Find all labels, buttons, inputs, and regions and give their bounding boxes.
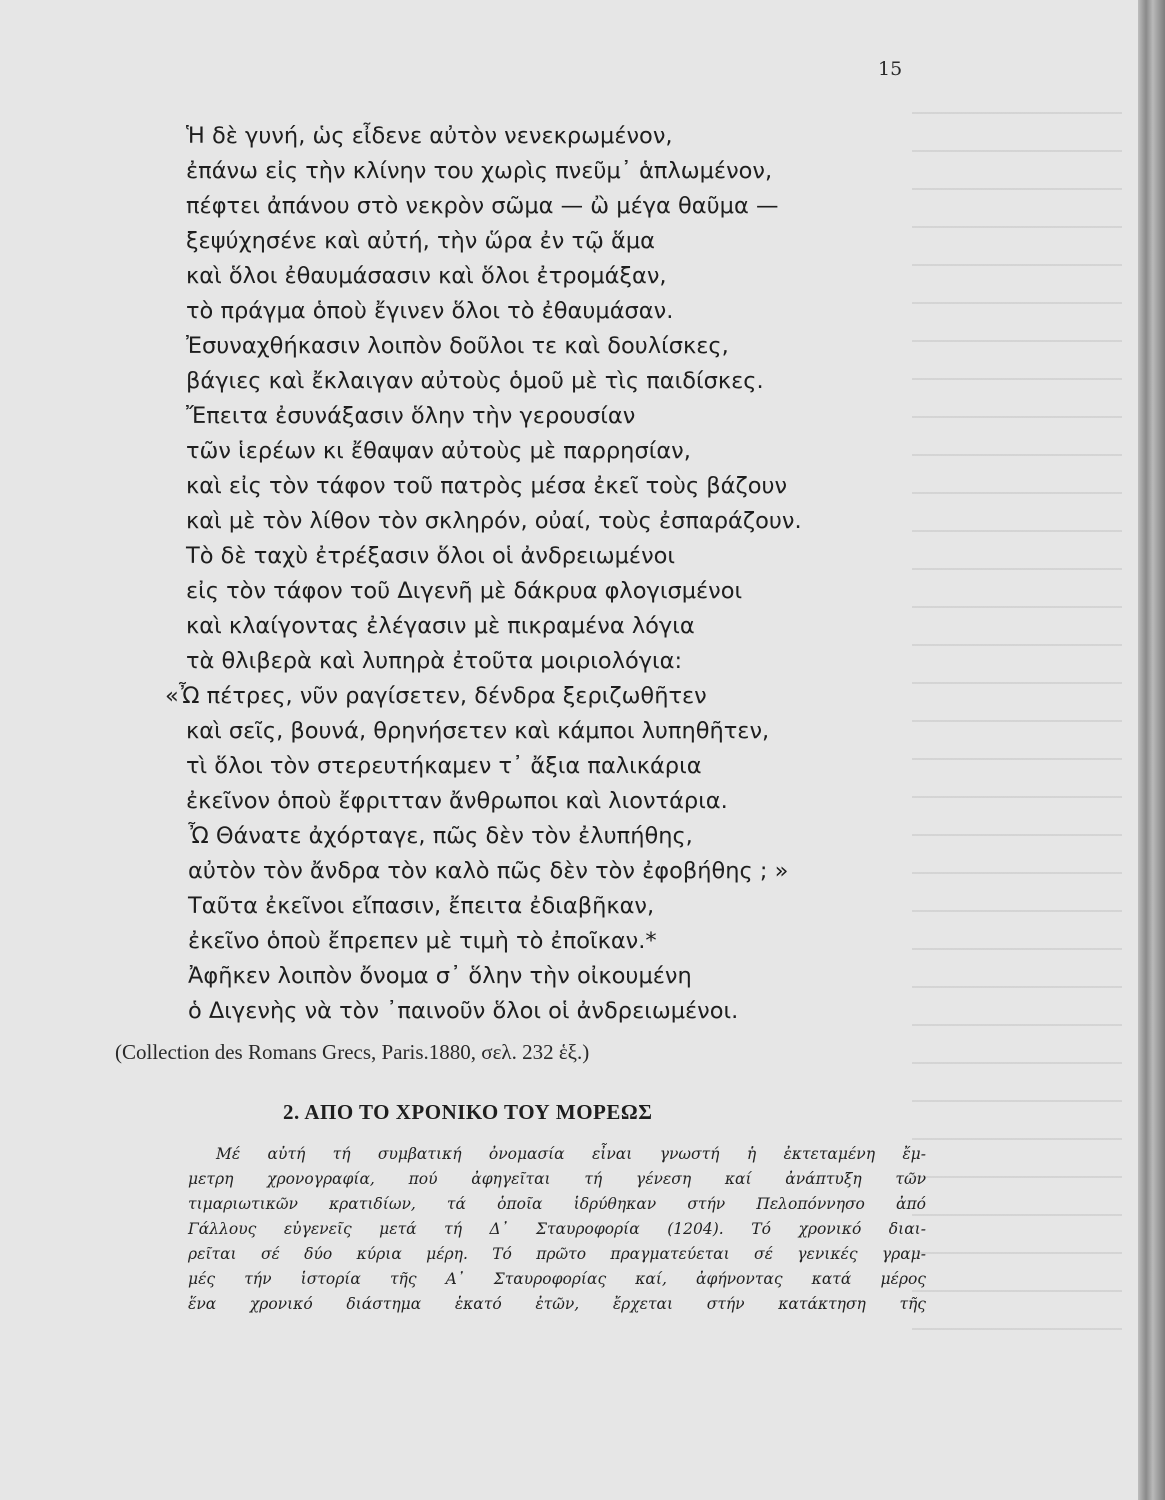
poem-line: τῶν ἱερέων κι ἔθαψαν αὐτοὺς μὲ παρρησίαν,	[186, 438, 691, 464]
poem-line: αὐτὸν τὸν ἄνδρα τὸν καλὸ πῶς δὲν τὸν ἐφοβήθης ; »	[188, 858, 789, 884]
poem-line: Ἐσυναχθήκασιν λοιπὸν δοῦλοι τε καὶ δουλίσκες,	[186, 333, 729, 359]
poem-line: ἐπάνω εἰς τὴν κλίνην του χωρὶς πνεῦμ᾽ ἁπλωμένον,	[186, 158, 773, 184]
prose-line: ρεῖται σέ δύο κύρια μέρη. Τό πρῶτο πραγματεύεται σέ γενικές γραμ-	[188, 1245, 926, 1263]
poem-line: Τὸ δὲ ταχὺ ἐτρέξασιν ὅλοι οἱ ἀνδρειωμένοι	[186, 543, 676, 569]
poem-line: Ἔπειτα ἐσυνάξασιν ὅλην τὴν γερουσίαν	[186, 403, 636, 429]
poem-line: καὶ ὅλοι ἐθαυμάσασιν καὶ ὅλοι ἐτρομάξαν,	[186, 263, 667, 289]
source-citation: (Collection des Romans Grecs, Paris.1880, σελ. 232 ἑξ.)	[115, 1040, 590, 1064]
section-heading: 2. ΑΠΟ ΤΟ ΧΡΟΝΙΚΟ ΤΟΥ ΜΟΡΕΩΣ	[283, 1100, 653, 1124]
page-number: 15	[878, 58, 903, 80]
book-page-edges	[1138, 0, 1165, 1500]
prose-line: ἕνα χρονικό διάστημα ἑκατό ἐτῶν, ἔρχεται στήν κατάκτηση τῆς	[188, 1295, 926, 1313]
poem-line: Ὦ Θάνατε ἀχόρταγε, πῶς δὲν τὸν ἐλυπήθης,	[188, 823, 693, 849]
prose-paragraph	[188, 1142, 926, 1317]
poem-line: «Ὦ πέτρες, νῦν ραγίσετεν, δένδρα ξεριζωθῆτεν	[165, 683, 707, 709]
poem-line: καὶ σεῖς, βουνά, θρηνήσετεν καὶ κάμποι λυπηθῆτεν,	[186, 718, 770, 744]
prose-line: Γάλλους εὐγενεῖς μετά τή Δ᾽ Σταυροφορία (1204). Τό χρονικό διαι-	[188, 1220, 926, 1238]
poem-line: τὶ ὅλοι τὸν στερευτήκαμεν τ᾽ ἄξια παλικάρια	[186, 753, 702, 779]
poem-line: τὰ θλιβερὰ καὶ λυπηρὰ ἐτοῦτα μοιριολόγια:	[186, 648, 683, 674]
poem-line: ὁ Διγενὴς νὰ τὸν ᾽παινοῦν ὅλοι οἱ ἀνδρειωμένοι.	[188, 998, 739, 1024]
prose-line: τιμαριωτικῶν κρατιδίων, τά ὁποῖα ἱδρύθηκαν στήν Πελοπόννησο ἀπό	[188, 1195, 926, 1213]
poem-line: Ἀφῆκεν λοιπὸν ὄνομα σ᾽ ὅλην τὴν οἰκουμένη	[188, 963, 692, 989]
poem-line: ξεψύχησένε καὶ αὐτή, τὴν ὥρα ἐν τῷ ἅμα	[186, 228, 655, 254]
poem-line: ἐκεῖνον ὁποὺ ἔφριτταν ἄνθρωποι καὶ λιοντάρια.	[186, 788, 728, 814]
prose-line: Μέ αὐτή τή συμβατική ὀνομασία εἶναι γνωστή ἡ ἐκτεταμένη ἔμ-	[216, 1145, 926, 1163]
prose-line: μές τήν ἱστορία τῆς Α᾽ Σταυροφορίας καί, ἀφήνοντας κατά μέρος	[188, 1270, 926, 1288]
prose-line: μετρη χρονογραφία, πού ἀφηγεῖται τή γένεση καί ἀνάπτυξη τῶν	[188, 1170, 926, 1188]
poem-line: τὸ πράγμα ὁποὺ ἔγινεν ὅλοι τὸ ἐθαυμάσαν.	[186, 298, 674, 324]
poem-line: καὶ μὲ τὸν λίθον τὸν σκληρόν, οὐαί, τοὺς ἐσπαράζουν.	[186, 508, 802, 534]
poem-line: καὶ κλαίγοντας ἐλέγασιν μὲ πικραμένα λόγια	[186, 613, 695, 639]
poem-line: πέφτει ἀπάνου στὸ νεκρὸν σῶμα — ὢ μέγα θαῦμα —	[186, 193, 779, 219]
poem-line: Ταῦτα ἐκεῖνοι εἴπασιν, ἔπειτα ἐδιαβῆκαν,	[188, 893, 655, 919]
poem-line: καὶ εἰς τὸν τάφον τοῦ πατρὸς μέσα ἐκεῖ τοὺς βάζουν	[186, 473, 788, 499]
poem-line: Ἡ δὲ γυνή, ὡς εἶδενε αὐτὸν νενεκρωμένον,	[186, 123, 673, 149]
poem-line: ἐκεῖνο ὁποὺ ἔπρεπεν μὲ τιμὴ τὸ ἐποῖκαν.*	[188, 928, 657, 954]
poem-line: εἰς τὸν τάφον τοῦ Διγενῆ μὲ δάκρυα φλογισμένοι	[186, 578, 743, 604]
poem-line: βάγιες καὶ ἔκλαιγαν αὐτοὺς ὁμοῦ μὲ τὶς παιδίσκες.	[186, 368, 764, 394]
